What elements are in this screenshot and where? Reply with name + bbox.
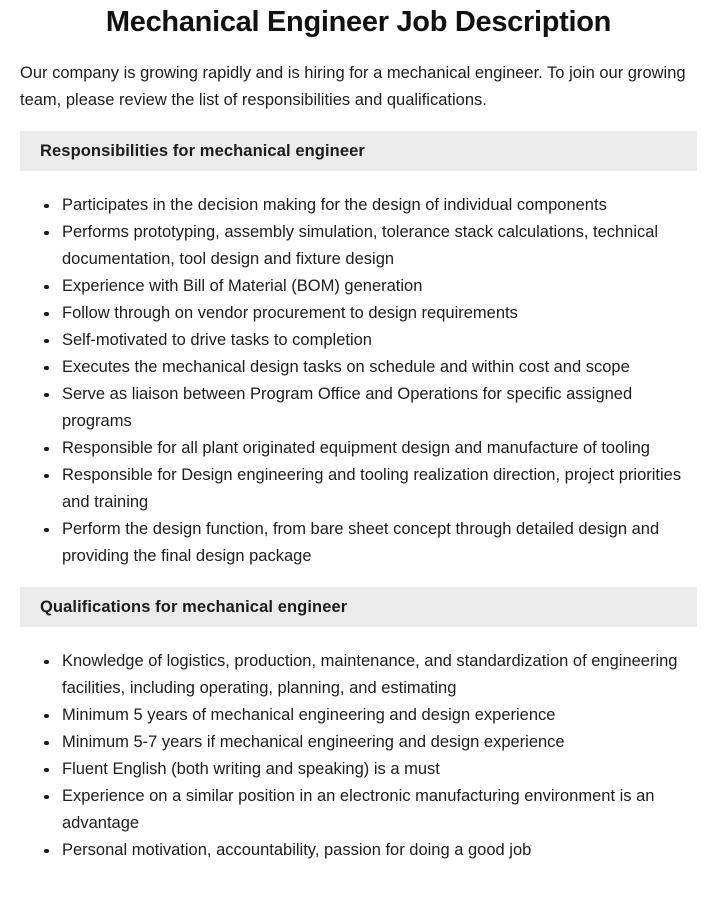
list-item: Minimum 5-7 years if mechanical engineering and design experience [20, 729, 697, 756]
list-item: Performs prototyping, assembly simulation, tolerance stack calculations, technical documentation, tool design and fixture design [20, 219, 697, 273]
list-item: Personal motivation, accountability, passion for doing a good job [20, 837, 697, 864]
section-header-responsibilities-label: Responsibilities for mechanical engineer [40, 141, 365, 160]
section-header-responsibilities [20, 131, 697, 171]
list-item: Experience on a similar position in an electronic manufacturing environment is an advantage [20, 783, 697, 837]
responsibilities-list [20, 192, 697, 570]
page-title: Mechanical Engineer Job Description [105, 6, 612, 38]
qualifications-list [20, 648, 697, 864]
list-item: Self-motivated to drive tasks to completion [20, 327, 697, 354]
list-item: Knowledge of logistics, production, maintenance, and standardization of engineering facilities, including operating, planning, and estimating [20, 648, 697, 702]
list-item: Perform the design function, from bare sheet concept through detailed design and providing the final design package [20, 516, 697, 570]
list-item: Minimum 5 years of mechanical engineering and design experience [20, 702, 697, 729]
list-item: Responsible for Design engineering and tooling realization direction, project priorities and training [20, 462, 697, 516]
intro-paragraph: Our company is growing rapidly and is hiring for a mechanical engineer. To join our growing team, please review the list of responsibilities and qualifications. [20, 64, 686, 110]
list-item: Serve as liaison between Program Office and Operations for specific assigned programs [20, 381, 697, 435]
section-header-qualifications-label: Qualifications for mechanical engineer [40, 597, 348, 616]
section-header-qualifications [20, 587, 697, 627]
list-item: Follow through on vendor procurement to design requirements [20, 300, 697, 327]
list-item: Experience with Bill of Material (BOM) generation [20, 273, 697, 300]
list-item: Executes the mechanical design tasks on schedule and within cost and scope [20, 354, 697, 381]
list-item: Responsible for all plant originated equipment design and manufacture of tooling [20, 435, 697, 462]
list-item: Fluent English (both writing and speaking) is a must [20, 756, 697, 783]
list-item: Participates in the decision making for the design of individual components [20, 192, 697, 219]
